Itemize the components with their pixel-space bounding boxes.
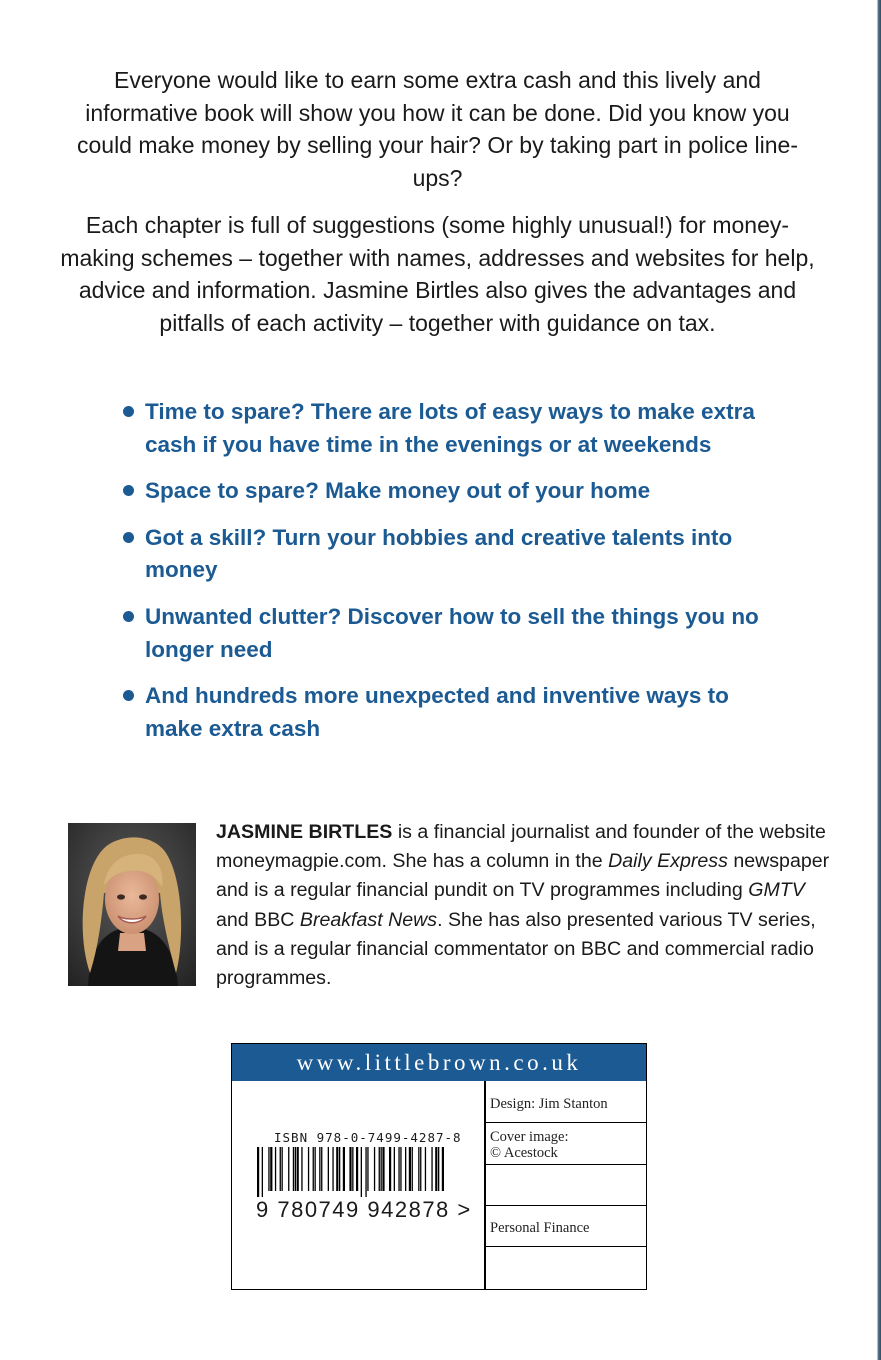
barcode-bar: [297, 1147, 299, 1191]
barcode-bar: [381, 1147, 382, 1191]
barcode-bar: [336, 1147, 338, 1191]
credit-cover-label: Cover image:: [490, 1129, 569, 1145]
credit-design: Design: Jim Stanton: [486, 1081, 646, 1123]
barcode-bar: [409, 1147, 411, 1191]
bullet-item: Unwanted clutter? Discover how to sell the things you no longer need: [122, 601, 772, 666]
author-photo: [68, 823, 196, 986]
spine-edge: [875, 0, 881, 1360]
barcode-bar: [394, 1147, 395, 1191]
barcode-bar: [361, 1147, 362, 1197]
barcode-bar: [270, 1147, 272, 1191]
barcode-bar: [282, 1147, 283, 1191]
barcode-bar: [293, 1147, 294, 1191]
intro-paragraph-2: Each chapter is full of suggestions (some highly unusual!) for money-making schemes – together with names, addresses and websites for help, advice and information. Jasmine Birtles also gives the advantages and pitfalls of each activity – together with guidance on tax.: [60, 212, 815, 336]
barcode-bar: [257, 1147, 259, 1197]
credit-cover-image: [486, 1123, 646, 1165]
barcode-bar: [374, 1147, 375, 1191]
bio-daily-express: Daily Express: [608, 850, 728, 873]
barcode-bars: [255, 1147, 450, 1197]
barcode-box: [231, 1043, 647, 1290]
barcode-bar: [425, 1147, 426, 1191]
barcode-bar: [379, 1147, 380, 1191]
barcode-bar: [319, 1147, 320, 1191]
bullet-item: And hundreds more unexpected and inventive ways to make extra cash: [122, 680, 772, 745]
barcode-bar: [438, 1147, 439, 1191]
bio-gmtv: GMTV: [748, 879, 805, 902]
bullet-item: Time to spare? There are lots of easy ways to make extra cash if you have time in the evenings or at weekends: [122, 396, 772, 461]
barcode-bar: [398, 1147, 399, 1191]
author-name: JASMINE BIRTLES: [216, 821, 393, 843]
author-bio: [216, 818, 831, 993]
barcode-bar: [435, 1147, 437, 1191]
barcode-bar: [352, 1147, 353, 1191]
barcode-bar: [431, 1147, 432, 1191]
bullet-item: Got a skill? Turn your hobbies and creative talents into money: [122, 522, 772, 587]
barcode-bar: [418, 1147, 419, 1191]
bullet-item: Space to spare? Make money out of your home: [122, 475, 772, 508]
publisher-url: www.littlebrown.co.uk: [232, 1044, 646, 1081]
barcode-bar: [442, 1147, 444, 1191]
credit-empty: [486, 1247, 646, 1289]
barcode-bar: [315, 1147, 316, 1191]
barcode-bar: [328, 1147, 329, 1191]
credit-blank: [486, 1165, 646, 1206]
bio-text: . She has also presented various TV series, and is a regular financial commentator on BBC and commercial radio programmes.: [216, 908, 816, 990]
barcode-bar: [343, 1147, 345, 1191]
barcode-bar: [301, 1147, 302, 1191]
credit-cover-source: © Acestock: [490, 1145, 558, 1161]
bio-text: newspaper and is a regular financial pundit on TV programmes including: [216, 850, 830, 902]
barcode-bar: [400, 1147, 401, 1191]
barcode-bar: [262, 1147, 263, 1197]
intro-paragraph-1: Everyone would like to earn some extra cash and this lively and informative book will show you how it can be done. Did you know you could make money by selling your hair? Or by taking part in police line-ups?: [76, 67, 799, 191]
barcode-bar: [280, 1147, 281, 1191]
barcode-bar: [412, 1147, 413, 1191]
barcode-bar: [339, 1147, 340, 1191]
barcode-bar: [268, 1147, 269, 1191]
barcode-bar: [405, 1147, 406, 1191]
barcode-digits: 9 780749 942878 >: [256, 1197, 472, 1222]
barcode-bar: [313, 1147, 314, 1191]
barcode-bar: [382, 1147, 384, 1191]
barcode-bar: [349, 1147, 351, 1191]
barcode-bar: [356, 1147, 358, 1191]
barcode-bar: [389, 1147, 391, 1191]
barcode-bar: [308, 1147, 309, 1191]
credit-category: Personal Finance: [486, 1206, 646, 1247]
bio-text: is a financial journalist and founder of the website moneymagpie.com. She has a column in the: [216, 821, 826, 873]
barcode-bar: [420, 1147, 421, 1191]
isbn-text: ISBN 978-0-7499-4287-8: [274, 1130, 462, 1145]
barcode-bar: [332, 1147, 333, 1191]
bio-text: and BBC: [216, 908, 300, 931]
bio-breakfast-news: Breakfast News: [299, 908, 438, 931]
barcode-bar: [295, 1147, 296, 1191]
barcode-bar: [321, 1147, 322, 1191]
barcode-bar: [275, 1147, 276, 1191]
barcode-bar: [288, 1147, 289, 1191]
barcode-bar: [367, 1147, 368, 1191]
barcode-bar: [365, 1147, 366, 1197]
feature-bullet-list: [122, 396, 772, 745]
